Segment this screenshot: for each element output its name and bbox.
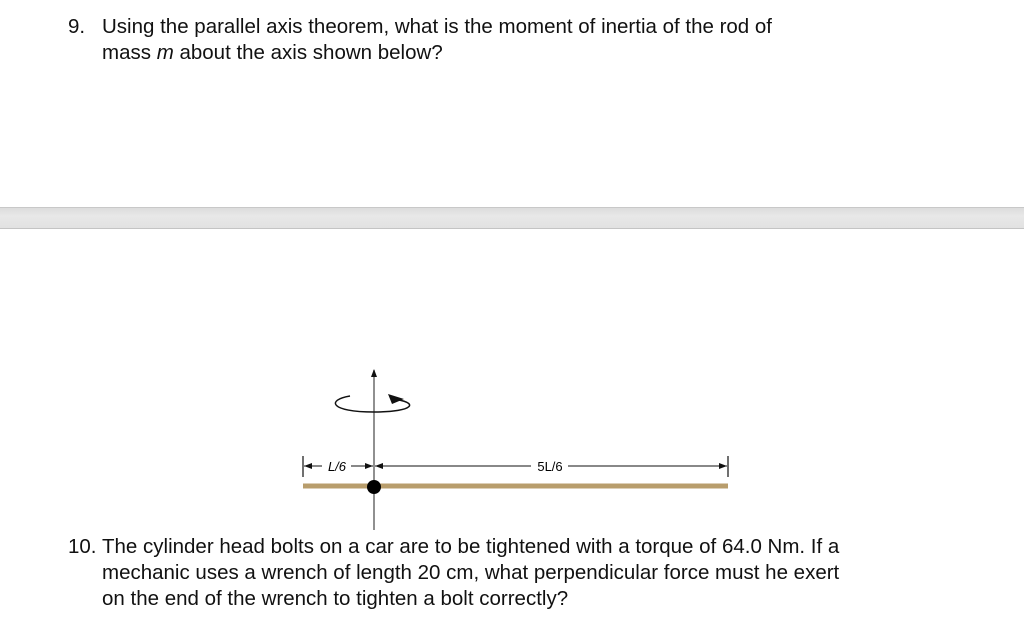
text: about the axis shown below?	[173, 41, 443, 64]
question-text-line: on the end of the wrench to tighten a bolt correctly?	[102, 587, 569, 610]
label-right: 5L/6	[537, 459, 563, 474]
variable-m: m	[156, 41, 174, 64]
text: mass	[102, 41, 157, 64]
question-text-line: Using the parallel axis theorem, what is the moment of inertia of the rod of	[102, 15, 773, 38]
dimension-arrowhead	[365, 463, 373, 469]
label-left: L/6	[327, 459, 347, 474]
question-text-line: The cylinder head bolts on a car are to be tightened with a torque of 64.0 Nm. If a	[102, 535, 840, 558]
question-10	[68, 534, 840, 610]
question-number: 9.	[68, 15, 86, 38]
pivot-point	[367, 480, 381, 494]
rotation-arrowhead	[388, 394, 404, 404]
question-number: 10.	[68, 535, 97, 558]
dimension-arrowhead	[304, 463, 312, 469]
question-text-line: mechanic uses a wrench of length 20 cm, what perpendicular force must he exert	[102, 561, 840, 584]
dimension-arrowhead	[719, 463, 727, 469]
